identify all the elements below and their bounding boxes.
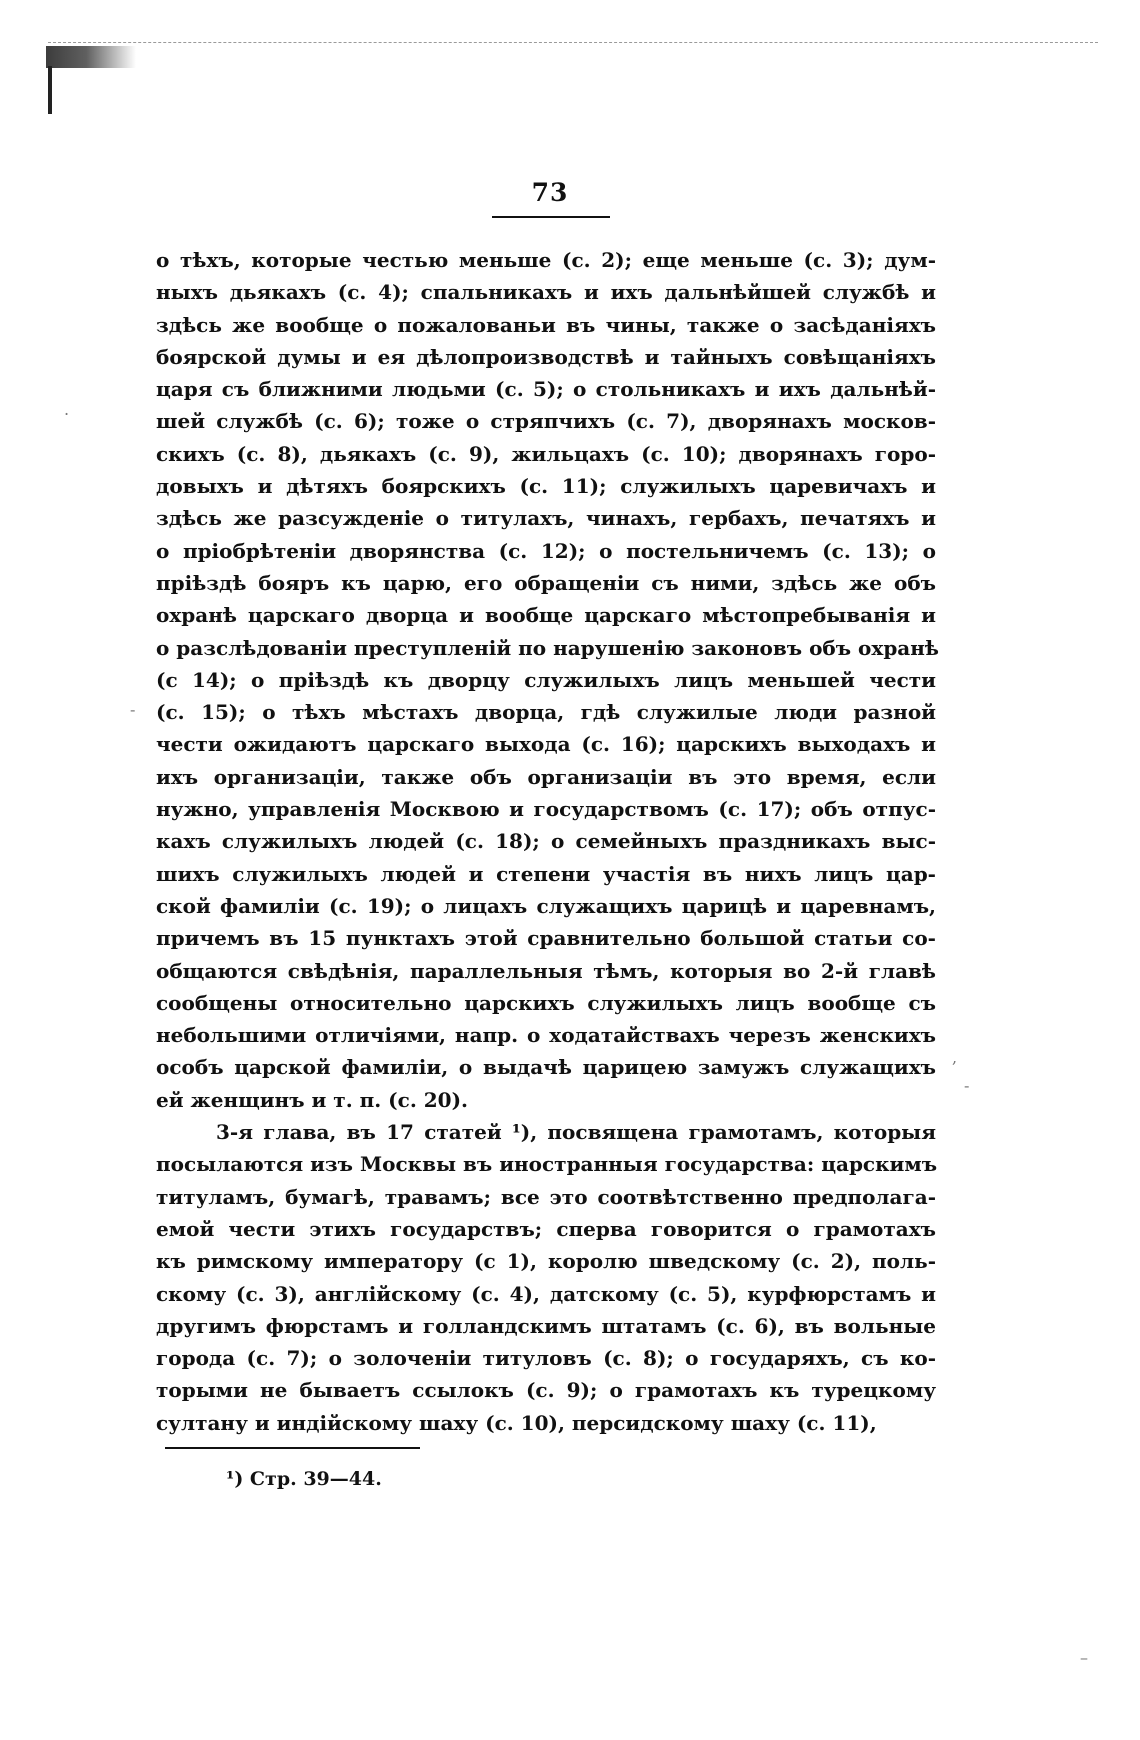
paragraph-2 [156, 1116, 936, 1439]
text-line: пріѣздѣ бояръ къ царю, его обращеніи съ ними, здѣсь же объ [156, 570, 936, 595]
text-line: здѣсь же разсужденіе о титулахъ, чинахъ, гербахъ, печатяхъ и [156, 506, 936, 531]
text-line: торыми не бываетъ ссылокъ (с. 9); о грамотахъ къ турецкому [156, 1378, 936, 1403]
text-line: о разслѣдованіи преступленій по нарушенію законовъ объ охранѣ [156, 635, 939, 660]
scan-corner-smudge [46, 46, 136, 68]
text-line: ныхъ дьякахъ (с. 4); спальникахъ и ихъ дальнѣйшей службѣ и [156, 280, 936, 305]
text-line: нужно, управленія Москвою и государствомъ (с. 17); объ отпус- [156, 797, 936, 822]
text-line: ей женщинъ и т. п. (с. 20). [156, 1087, 469, 1112]
text-line: о тѣхъ, которые честью меньше (с. 2); еще меньше (с. 3); дум- [156, 248, 936, 272]
margin-mark: - [964, 1076, 970, 1095]
margin-mark: – [1080, 1648, 1088, 1667]
text-line: чести ожидаютъ царскаго выхода (с. 16); царскихъ выходахъ и [156, 732, 936, 757]
text-line: охранѣ царскаго дворца и вообще царскаго мѣстопребыванія и [156, 603, 936, 628]
margin-mark: . [64, 400, 70, 419]
text-line: 3-я глава, въ 17 статей ¹), посвящена грамотамъ, которыя [216, 1120, 936, 1145]
text-line: скихъ (с. 8), дьякахъ (с. 9), жильцахъ (с. 10); дворянахъ горо- [156, 441, 936, 466]
scan-edge-rule [48, 42, 1098, 44]
text-line: о пріобрѣтеніи дворянства (с. 12); о постельничемъ (с. 13); о [156, 538, 936, 563]
text-line: причемъ въ 15 пунктахъ этой сравнительно большой статьи со- [156, 926, 936, 951]
text-line: общаются свѣдѣнія, параллельныя тѣмъ, которыя во 2-й главѣ [156, 958, 936, 983]
text-line: города (с. 7); о золоченіи титуловъ (с. 8); о государяхъ, съ ко- [156, 1346, 936, 1371]
footnote: ¹) Стр. 39—44. [226, 1468, 382, 1490]
text-line: шихъ служилыхъ людей и степени участія въ нихъ лицъ цар- [156, 861, 936, 886]
text-line: особъ царской фамиліи, о выдачѣ царицею замужъ служащихъ [156, 1055, 936, 1080]
text-line: посылаются изъ Москвы въ иностранныя государства: царскимъ [156, 1152, 938, 1177]
paragraph-1 [156, 244, 939, 1116]
footnote-rule [165, 1447, 420, 1449]
text-line: небольшими отличіями, напр. о ходатайствахъ черезъ женскихъ [156, 1023, 936, 1048]
text-line: ихъ организаціи, также объ организаціи въ это время, если [156, 764, 936, 789]
text-line: здѣсь же вообще о пожалованьи въ чины, также о засѣданіяхъ [156, 312, 936, 337]
text-line: титуламъ, бумагѣ, травамъ; все это соотвѣтственно предполага- [156, 1184, 936, 1209]
text-line: другимъ фюрстамъ и голландскимъ штатамъ (с. 6), въ вольные [156, 1313, 936, 1338]
text-line: (с. 15); о тѣхъ мѣстахъ дворца, гдѣ служилые люди разной [156, 700, 936, 725]
body-text [156, 244, 939, 1439]
text-line: довыхъ и дѣтяхъ боярскихъ (с. 11); служилыхъ царевичахъ и [156, 474, 936, 499]
text-line: къ римскому императору (с 1), королю шведскому (с. 2), поль- [156, 1249, 936, 1274]
text-line: шей службѣ (с. 6); тоже о стряпчихъ (с. 7), дворянахъ москов- [156, 409, 936, 434]
text-line: ской фамиліи (с. 19); о лицахъ служащихъ царицѣ и царевнамъ, [156, 893, 936, 918]
text-line: кахъ служилыхъ людей (с. 18); о семейныхъ праздникахъ выс- [156, 829, 936, 854]
scan-corner-stem [48, 66, 52, 114]
text-line: султану и индійскому шаху (с. 10), персидскому шаху (с. 11), [156, 1410, 877, 1435]
margin-mark: - [130, 700, 136, 719]
text-line: емой чести этихъ государствъ; сперва говорится о грамотахъ [156, 1216, 936, 1241]
text-line: боярской думы и ея дѣлопроизводствѣ и тайныхъ совѣщаніяхъ [156, 344, 936, 369]
margin-mark: , [952, 1048, 958, 1067]
page-number: 73 [531, 178, 569, 207]
text-line: царя съ ближними людьми (с. 5); о стольникахъ и ихъ дальнѣй- [156, 377, 936, 402]
text-line: сообщены относительно царскихъ служилыхъ лицъ вообще съ [156, 990, 936, 1015]
page-number-rule [492, 216, 610, 218]
text-line: скому (с. 3), англійскому (с. 4), датскому (с. 5), курфюрстамъ и [156, 1281, 936, 1306]
text-line: (с 14); о пріѣздѣ къ дворцу служилыхъ лицъ меньшей чести [156, 667, 936, 692]
